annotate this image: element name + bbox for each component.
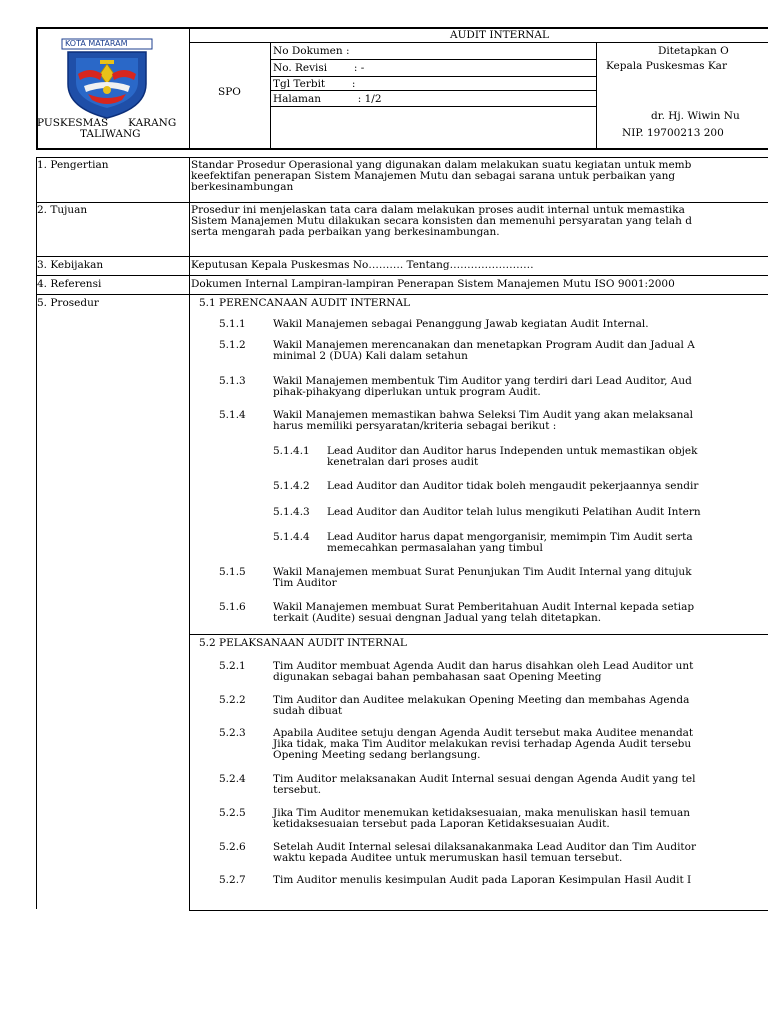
pengertian-line-2: keefektifan penerapan Sistem Manajemen Mutu dan sebagai sarana untuk perbaikan yang — [191, 170, 676, 182]
step-number: 5.1.4 — [219, 409, 246, 421]
header-divider-approval — [596, 42, 597, 149]
substep-number: 5.1.4.4 — [273, 531, 310, 543]
step-line: Wakil Manajemen membuat Surat Pemberitahuan Audit Internal kepada setiap — [273, 601, 695, 613]
step-number: 5.1.2 — [219, 339, 246, 351]
referensi-label: 4. Referensi — [37, 278, 102, 290]
spo-label: SPO — [218, 86, 241, 98]
body-bottom-border — [189, 910, 768, 911]
step-number: 5.2.3 — [219, 727, 246, 739]
step-line: terkait (Audite) sesuai dengnan Jadual yang telah ditetapkan. — [273, 612, 602, 624]
body-label-divider — [189, 157, 190, 911]
step-line: Jika tidak, maka Tim Auditor melakukan revisi terhadap Agenda Audit tersebu — [273, 738, 692, 750]
tujuan-line-3: serta mengarah pada perbaikan yang berkesinambungan. — [191, 226, 500, 238]
tujuan-line-2: Sistem Manajemen Mutu dilakukan secara konsisten dan memenuhi persyaratan yang telah d — [191, 215, 692, 227]
kepala-puskesmas: Kepala Puskesmas Kar — [606, 60, 727, 72]
substep-number: 5.1.4.2 — [273, 480, 310, 492]
substep-line: memecahkan permasalahan yang timbul — [327, 542, 543, 554]
tgl-terbit: Tgl Terbit : — [273, 78, 356, 90]
step-line: harus memiliki persyaratan/kriteria sebagai berikut : — [273, 420, 557, 432]
step-number: 5.1.3 — [219, 375, 246, 387]
step-number: 5.2.5 — [219, 807, 246, 819]
pengertian-line-3: berkesinambungan — [191, 181, 294, 193]
step-line: waktu kepada Auditee untuk merumuskan hasil temuan tersebut. — [273, 852, 623, 864]
step-number: 5.2.4 — [219, 773, 246, 785]
step-line: tersebut. — [273, 784, 322, 796]
step-line: Tim Auditor melaksanakan Audit Internal sesuai dengan Agenda Audit yang tel — [273, 773, 696, 785]
step-number: 5.2.6 — [219, 841, 246, 853]
substep-number: 5.1.4.3 — [273, 506, 310, 518]
step-number: 5.2.1 — [219, 660, 246, 672]
step-number: 5.1.5 — [219, 566, 246, 578]
step-number: 5.2.7 — [219, 874, 246, 886]
step-number: 5.2.2 — [219, 694, 246, 706]
signer-name: dr. Hj. Wiwin Nu — [651, 110, 740, 122]
signer-nip: NIP. 19700213 200 — [622, 127, 724, 139]
halaman: Halaman : 1/2 — [273, 93, 382, 105]
org-name-line-2: TALIWANG — [80, 128, 141, 140]
section-5-1-title: 5.1 PERENCANAAN AUDIT INTERNAL — [199, 297, 411, 309]
title-row-line — [189, 42, 768, 43]
pengertian-line-1: Standar Prosedur Operasional yang digunakan dalam melakukan suatu kegiatan untuk memb — [191, 159, 692, 171]
doc-title: AUDIT INTERNAL — [450, 29, 549, 41]
no-revisi: No. Revisi : - — [273, 62, 365, 74]
substep-number: 5.1.4.1 — [273, 445, 310, 457]
header-divider-logo — [189, 27, 190, 149]
step-line: Jika Tim Auditor menemukan ketidaksesuaian, maka menuliskan hasil temuan — [273, 807, 691, 819]
step-line: Tim Auditor dan Auditee melakukan Opening Meeting dan membahas Agenda — [273, 694, 690, 706]
tujuan-label: 2. Tujuan — [37, 204, 88, 216]
row-kebijakan-top — [36, 256, 768, 257]
no-dokumen: No Dokumen : — [273, 45, 350, 57]
row-referensi-top — [36, 275, 768, 276]
step-line: sudah dibuat — [273, 705, 343, 717]
pengertian-label: 1. Pengertian — [37, 159, 109, 171]
doc-info-line-2 — [270, 76, 596, 77]
step-number: 5.1.1 — [219, 318, 246, 330]
substep-line: kenetralan dari proses audit — [327, 456, 479, 468]
substep-line: Lead Auditor dan Auditor telah lulus mengikuti Pelatihan Audit Intern — [327, 506, 701, 518]
tujuan-line-1: Prosedur ini menjelaskan tata cara dalam melakukan proses audit internal untuk memastika — [191, 204, 685, 216]
referensi-text: Dokumen Internal Lampiran-lampiran Penerapan Sistem Manajemen Mutu ISO 9001:2000 — [191, 278, 675, 290]
step-line: minimal 2 (DUA) Kali dalam setahun — [273, 350, 468, 362]
step-line: digunakan sebagai bahan pembahasan saat Opening Meeting — [273, 671, 602, 683]
kota-mataram-logo — [58, 38, 156, 120]
header-top-border — [36, 27, 768, 29]
org-name-line-1: PUSKESMAS KARANG — [37, 117, 177, 129]
step-line: Wakil Manajemen merencanakan dan menetapkan Program Audit dan Jadual A — [273, 339, 695, 351]
step-line: Setelah Audit Internal selesai dilaksanakanmaka Lead Auditor dan Tim Auditor — [273, 841, 696, 853]
header-left-border — [36, 27, 38, 149]
substep-line: Lead Auditor harus dapat mengorganisir, memimpin Tim Audit serta — [327, 531, 693, 543]
section-5-2-top — [189, 634, 768, 635]
step-line: Wakil Manajemen memastikan bahwa Seleksi Tim Audit yang akan melaksanal — [273, 409, 693, 421]
step-line: Tim Auditor menulis kesimpulan Audit pada Laporan Kesimpulan Hasil Audit I — [273, 874, 692, 886]
doc-info-line-3 — [270, 90, 596, 91]
kebijakan-text: Keputusan Kepala Puskesmas No………. Tentang…………………… — [191, 259, 534, 271]
row-tujuan-top — [36, 202, 768, 203]
step-line: Tim Auditor — [273, 577, 337, 589]
step-line: ketidaksesuaian tersebut pada Laporan Ketidaksesuaian Audit. — [273, 818, 610, 830]
step-line: Wakil Manajemen sebagai Penanggung Jawab kegiatan Audit Internal. — [273, 318, 649, 330]
ditetapkan-label: Ditetapkan O — [658, 45, 729, 57]
step-line: Wakil Manajemen membuat Surat Penunjukan Tim Audit Internal yang ditujuk — [273, 566, 692, 578]
kebijakan-label: 3. Kebijakan — [37, 259, 104, 271]
substep-line: Lead Auditor dan Auditor harus Independen untuk memastikan objek — [327, 445, 698, 457]
prosedur-label: 5. Prosedur — [37, 297, 99, 309]
doc-info-line-4 — [270, 106, 596, 107]
logo-text: KOTA MATARAM — [65, 39, 128, 48]
row-pengertian-top — [36, 157, 768, 158]
step-number: 5.1.6 — [219, 601, 246, 613]
step-line: Opening Meeting sedang berlangsung. — [273, 749, 481, 761]
step-line: Wakil Manajemen membentuk Tim Auditor yang terdiri dari Lead Auditor, Aud — [273, 375, 692, 387]
header-bottom-border — [36, 148, 768, 150]
step-line: pihak-pihakyang diperlukan untuk program Audit. — [273, 386, 541, 398]
row-prosedur-top — [36, 294, 768, 295]
step-line: Tim Auditor membuat Agenda Audit dan harus disahkan oleh Lead Auditor unt — [273, 660, 694, 672]
doc-info-line-1 — [270, 59, 596, 60]
step-line: Apabila Auditee setuju dengan Agenda Audit tersebut maka Auditee menandat — [273, 727, 694, 739]
section-5-2-title: 5.2 PELAKSANAAN AUDIT INTERNAL — [199, 637, 407, 649]
substep-line: Lead Auditor dan Auditor tidak boleh mengaudit pekerjaannya sendir — [327, 480, 699, 492]
